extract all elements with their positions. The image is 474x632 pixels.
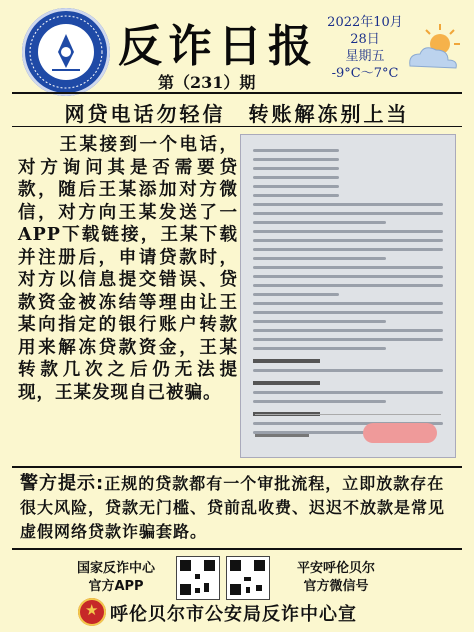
date-month: 2022年10月	[327, 15, 403, 30]
footer-left	[54, 560, 178, 596]
loan-contract-screenshot-icon	[240, 134, 456, 458]
warning-divider	[12, 466, 462, 468]
headline: 网贷电话勿轻信 转账解冻别上当	[64, 102, 410, 126]
warning-text: 正规的贷款都有一个审批流程，立即放款存在很大风险，贷款无门槛、贷前乱收费、迟迟不放款是常见虚假网络贷款诈骗套路。	[20, 474, 446, 541]
qr-code-icon[interactable]	[226, 556, 270, 600]
page-title: 反诈日报	[118, 21, 318, 72]
sun-behind-cloud-icon	[402, 22, 464, 76]
header-divider	[12, 92, 462, 94]
footer-organization: 呼伦贝尔市公安局反诈中心宣	[110, 604, 357, 625]
footer-right-line2: 官方微信号	[303, 579, 369, 594]
warning-label: 警方提示:	[20, 473, 105, 494]
footer-right	[274, 560, 398, 596]
qr-code-icon[interactable]	[176, 556, 220, 600]
temperature: -9°C～7°C	[331, 66, 399, 81]
footer-right-line1: 平安呼伦贝尔	[296, 561, 375, 576]
date-day: 28日	[350, 32, 380, 47]
police-warning	[20, 472, 460, 544]
date-weekday: 星期五	[345, 49, 385, 64]
footer-left-line1: 国家反诈中心	[76, 561, 155, 576]
police-emblem-icon	[22, 8, 110, 96]
story-text	[18, 134, 238, 404]
police-badge-icon: ★	[78, 598, 106, 626]
date-block	[325, 14, 405, 82]
footer-left-line2: 官方APP	[88, 579, 144, 594]
issue-number: 第（231）期	[158, 73, 256, 92]
headline-divider	[12, 126, 462, 127]
footer-divider	[12, 548, 462, 550]
story-body: 王某接到一个电话，对方询问其是否需要贷款，随后王某添加对方微信，对方向王某发送了一APP下载链接，王某下载并注册后，申请贷款时，对方以信息提交错误、贷款资金被冻结等理由让王某向指定的银行账户转款用来解冻贷款资金，王某转款几次之后仍无法提现，王某发现自己被骗。	[18, 135, 238, 403]
